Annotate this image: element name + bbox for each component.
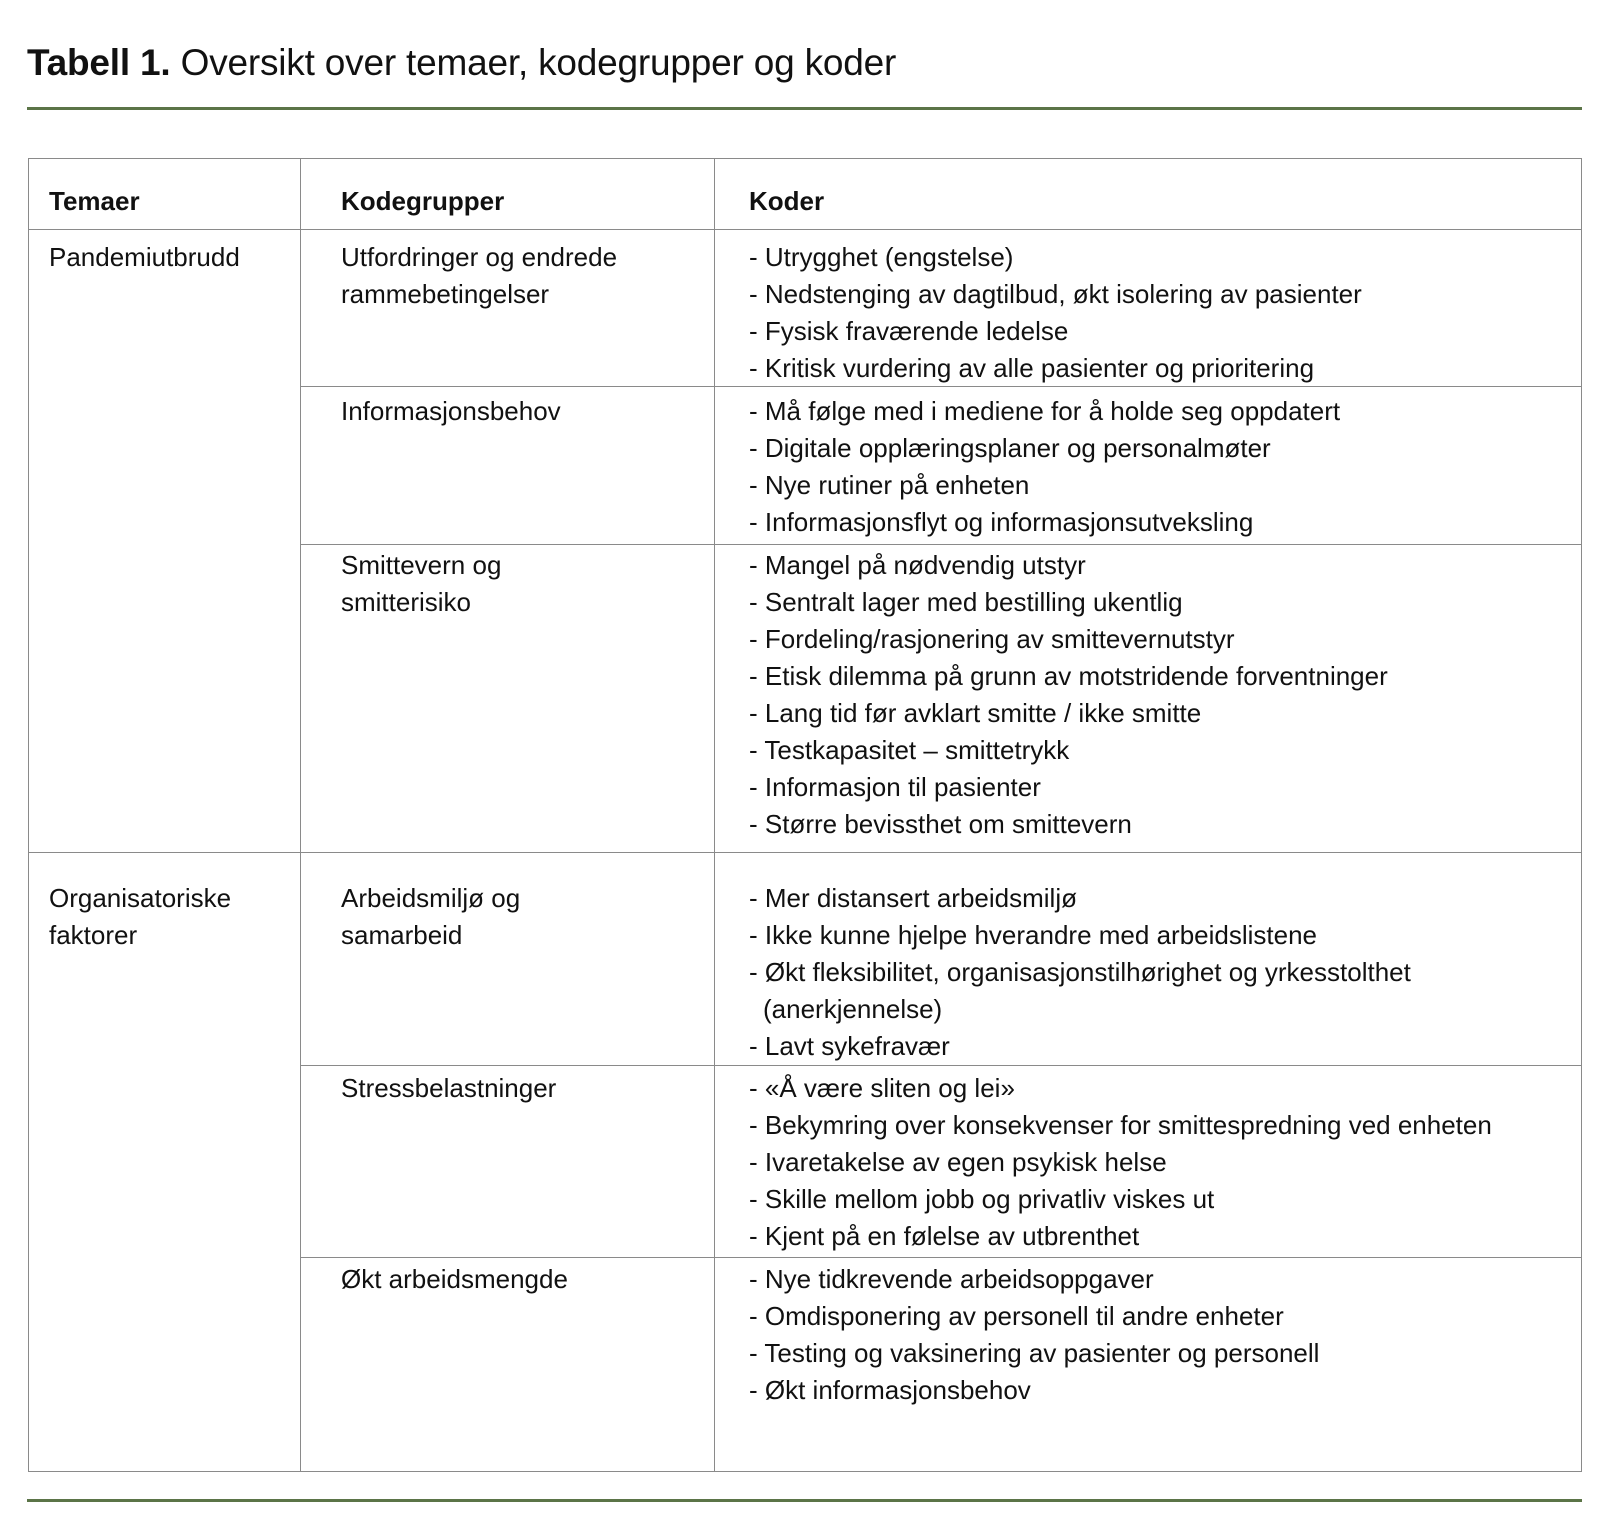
code-item: - Ivaretakelse av egen psykisk helse [749, 1147, 1167, 1177]
row-divider [300, 1065, 1581, 1066]
header-temaer: Temaer [49, 186, 140, 216]
theme-divider [29, 852, 1581, 853]
code-item: - Lavt sykefravær [749, 1031, 950, 1061]
theme-name: Organisatoriske faktorer [49, 883, 232, 950]
header-kodegrupper: Kodegrupper [341, 186, 505, 216]
code-item: - Kritisk vurdering av alle pasienter og prioritering [749, 353, 1315, 383]
code-item: - Økt fleksibilitet, organisasjonstilhørighet og yrkesstolthet [749, 957, 1411, 987]
top-rule [27, 107, 1582, 110]
code-item: - Digitale opplæringsplaner og personalmøter [749, 433, 1271, 463]
code-item: - Sentralt lager med bestilling ukentlig [749, 587, 1183, 617]
code-item: - Nye tidkrevende arbeidsoppgaver [749, 1264, 1154, 1294]
code-list [749, 880, 1411, 1065]
code-item: - Testkapasitet – smittetrykk [749, 735, 1070, 765]
table-caption [27, 38, 896, 88]
code-item: - Må følge med i mediene for å holde seg oppdatert [749, 396, 1341, 426]
code-group-name: Utfordringer og endrede rammebetingelser [341, 242, 618, 309]
code-group-name: Informasjonsbehov [341, 396, 561, 426]
code-item: - «Å være sliten og lei» [749, 1073, 1015, 1103]
row-divider [300, 544, 1581, 545]
code-item: - Utrygghet (engstelse) [749, 242, 1014, 272]
code-group-name: Stressbelastninger [341, 1073, 557, 1103]
header-divider [29, 229, 1581, 230]
code-item-continuation: (anerkjennelse) [763, 994, 943, 1024]
code-item: - Nedstenging av dagtilbud, økt isolering av pasienter [749, 279, 1362, 309]
code-list [749, 393, 1340, 541]
code-item: - Fordeling/rasjonering av smittevernutstyr [749, 624, 1235, 654]
code-list [749, 239, 1362, 387]
themes-table [28, 158, 1582, 1472]
code-item: - Mer distansert arbeidsmiljø [749, 883, 1077, 913]
code-group-name: Smittevern og smitterisiko [341, 550, 502, 617]
code-group-name: Økt arbeidsmengde [341, 1264, 568, 1294]
code-item: - Fysisk fraværende ledelse [749, 316, 1069, 346]
code-item: - Ikke kunne hjelpe hverandre med arbeidslistene [749, 920, 1318, 950]
row-divider [300, 1257, 1581, 1258]
code-item: - Informasjonsflyt og informasjonsutveksling [749, 507, 1254, 537]
code-list [749, 547, 1388, 843]
code-item: - Større bevissthet om smittevern [749, 809, 1132, 839]
header-koder: Koder [749, 186, 825, 216]
code-item: - Testing og vaksinering av pasienter og personell [749, 1338, 1320, 1368]
code-item: - Økt informasjonsbehov [749, 1375, 1031, 1405]
caption-text: Oversikt over temaer, kodegrupper og koder [180, 42, 897, 83]
caption-label: Tabell 1. [27, 42, 171, 83]
code-item: - Bekymring over konsekvenser for smittespredning ved enheten [749, 1110, 1492, 1140]
column-divider [714, 159, 715, 1471]
code-item: - Informasjon til pasienter [749, 772, 1041, 802]
bottom-rule [27, 1499, 1582, 1502]
code-list [749, 1070, 1492, 1255]
code-item: - Mangel på nødvendig utstyr [749, 550, 1086, 580]
code-group-name: Arbeidsmiljø og samarbeid [341, 883, 521, 950]
code-item: - Omdisponering av personell til andre enheter [749, 1301, 1284, 1331]
code-list [749, 1261, 1319, 1409]
code-item: - Nye rutiner på enheten [749, 470, 1030, 500]
code-item: - Etisk dilemma på grunn av motstridende forventninger [749, 661, 1388, 691]
code-item: - Lang tid før avklart smitte / ikke smitte [749, 698, 1202, 728]
code-item: - Kjent på en følelse av utbrenthet [749, 1221, 1140, 1251]
theme-name: Pandemiutbrudd [49, 242, 240, 272]
code-item: - Skille mellom jobb og privatliv viskes ut [749, 1184, 1215, 1214]
column-divider [300, 159, 301, 1471]
